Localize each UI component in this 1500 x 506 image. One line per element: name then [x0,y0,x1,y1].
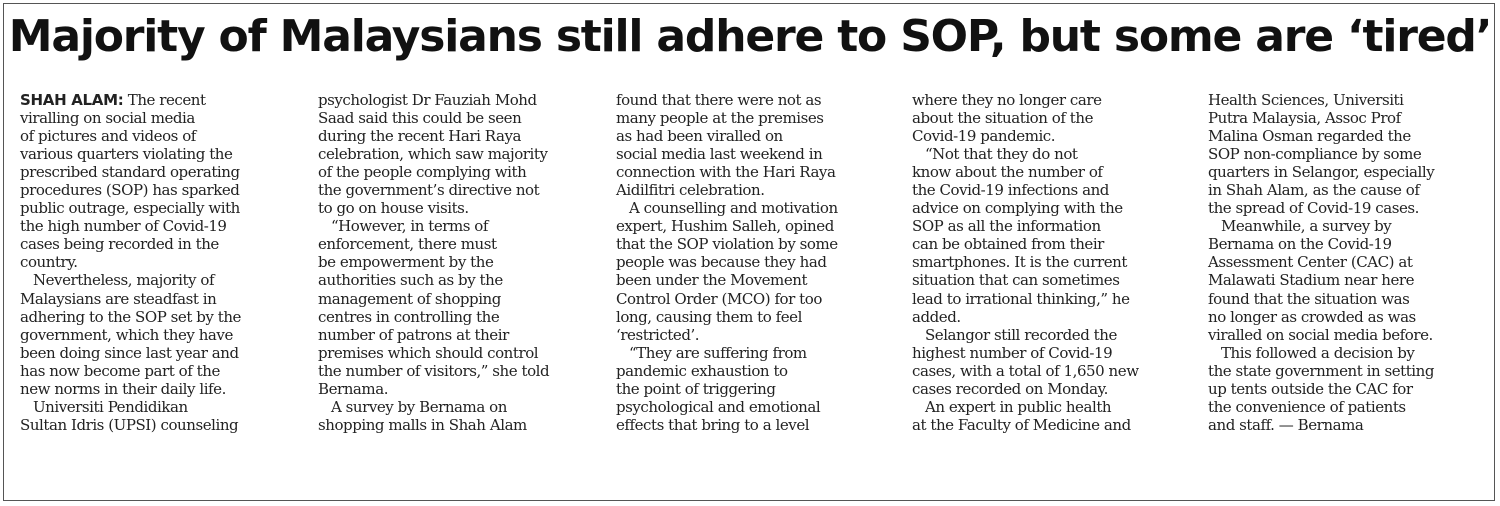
text-line: Assessment Center (CAC) at [1208,253,1413,272]
text-line: effects that bring to a level [616,415,810,434]
text-line: centres in controlling the [318,307,500,326]
text-line: Covid-19 pandemic. [912,127,1056,146]
text-line: of the people complying with [318,163,527,182]
text-line: that the SOP violation by some [616,235,838,254]
text-line-content: The recent [123,91,206,109]
text-line: public outrage, especially with [20,199,240,218]
text-line: added. [912,307,961,326]
text-line: at the Faculty of Medicine and [912,415,1131,434]
text-line: where they no longer care [912,91,1102,109]
dateline: SHAH ALAM: [20,91,124,109]
text-line: Malaysians are steadfast in [20,289,217,308]
article-column-4 [912,91,1180,434]
text-line: found that the situation was [1208,289,1410,308]
text-line: know about the number of [912,163,1103,182]
text-line: Saad said this could be seen [318,109,522,128]
text-line: prescribed standard operating [20,163,240,182]
text-line: Aidilfitri celebration. [616,181,765,200]
text-line: Malina Osman regarded the [1208,127,1411,146]
text-line: no longer as crowded as was [1208,307,1416,326]
text-line [20,91,288,109]
text-line: psychological and emotional [616,397,821,416]
text-line: Health Sciences, Universiti [1208,91,1404,109]
text-line: highest number of Covid-19 [912,343,1113,362]
text-line: can be obtained from their [912,235,1104,254]
text-line: An expert in public health [912,397,1112,416]
text-line: shopping malls in Shah Alam [318,415,527,434]
text-line: Sultan Idris (UPSI) counseling [20,415,239,434]
text-line: Selangor still recorded the [912,325,1117,344]
text-line: in Shah Alam, as the cause of [1208,181,1420,200]
article-column-5 [1208,91,1476,434]
text-line: of pictures and videos of [20,127,196,146]
text-line: the point of triggering [616,379,776,398]
text-line: number of patrons at their [318,325,509,344]
text-line: procedures (SOP) has sparked [20,181,240,200]
text-line: enforcement, there must [318,235,497,254]
text-line: as had been viralled on [616,127,783,146]
text-line: Universiti Pendidikan [20,397,188,416]
text-line: cases, with a total of 1,650 new [912,361,1139,380]
text-line: expert, Hushim Salleh, opined [616,217,834,236]
text-line: during the recent Hari Raya [318,127,521,146]
text-line: been doing since last year and [20,343,239,362]
headline: Majority of Malaysians still adhere to SOP, but some are ‘tired’ [8,11,1492,62]
text-line: psychologist Dr Fauziah Mohd [318,91,537,109]
text-line: Malawati Stadium near here [1208,271,1415,290]
text-line: people was because they had [616,253,827,272]
text-line: SOP as all the information [912,217,1101,236]
text-line: management of shopping [318,289,501,308]
text-line: long, causing them to feel [616,307,802,326]
text-line: the high number of Covid-19 [20,217,227,236]
text-line: the convenience of patients [1208,397,1406,416]
text-line: been under the Movement [616,271,808,290]
text-line: celebration, which saw majority [318,145,548,164]
article-column-1 [20,91,288,434]
text-line: Bernama. [318,379,389,398]
text-line: up tents outside the CAC for [1208,379,1413,398]
text-line: has now become part of the [20,361,220,380]
text-line: quarters in Selangor, especially [1208,163,1435,182]
text-line: government, which they have [20,325,233,344]
text-line: cases being recorded in the [20,235,219,254]
text-line: connection with the Hari Raya [616,163,836,182]
text-line: A counselling and motivation [616,199,838,218]
text-line: cases recorded on Monday. [912,379,1108,398]
text-line: Bernama on the Covid-19 [1208,235,1392,254]
text-line: the number of visitors,” she told [318,361,550,380]
text-line: premises which should control [318,343,539,362]
article-column-3 [616,91,884,434]
text-line: many people at the premises [616,109,824,128]
text-line: country. [20,253,78,272]
text-line: about the situation of the [912,109,1093,128]
text-line: the state government in setting [1208,361,1435,380]
text-line: adhering to the SOP set by the [20,307,241,326]
text-line: social media last weekend in [616,145,823,164]
text-line: A survey by Bernama on [318,397,507,416]
text-line: the spread of Covid-19 cases. [1208,199,1419,218]
text-line: SOP non-compliance by some [1208,145,1422,164]
text-line: the Covid-19 infections and [912,181,1109,200]
text-line: lead to irrational thinking,” he [912,289,1130,308]
text-line: This followed a decision by [1208,343,1415,362]
text-line: “They are suffering from [616,343,807,362]
text-line: Meanwhile, a survey by [1208,217,1392,236]
text-line: and staff. — Bernama [1208,415,1364,434]
text-line: be empowerment by the [318,253,494,272]
text-line: advice on complying with the [912,199,1123,218]
text-line: the government’s directive not [318,181,540,200]
text-line: viralled on social media before. [1208,325,1433,344]
text-line: authorities such as by the [318,271,503,290]
text-line: “Not that they do not [912,145,1078,164]
text-line: Control Order (MCO) for too [616,289,822,308]
text-line: found that there were not as [616,91,822,109]
text-line: pandemic exhaustion to [616,361,788,380]
text-line: situation that can sometimes [912,271,1120,290]
article-column-2 [318,91,586,434]
text-line: to go on house visits. [318,199,469,218]
text-line: ‘restricted’. [616,325,700,344]
text-line: “However, in terms of [318,217,488,236]
text-line: new norms in their daily life. [20,379,226,398]
text-line: Nevertheless, majority of [20,271,215,290]
text-line: Putra Malaysia, Assoc Prof [1208,109,1401,128]
text-line: smartphones. It is the current [912,253,1127,272]
text-line: viralling on social media [20,109,195,128]
text-line: various quarters violating the [20,145,233,164]
